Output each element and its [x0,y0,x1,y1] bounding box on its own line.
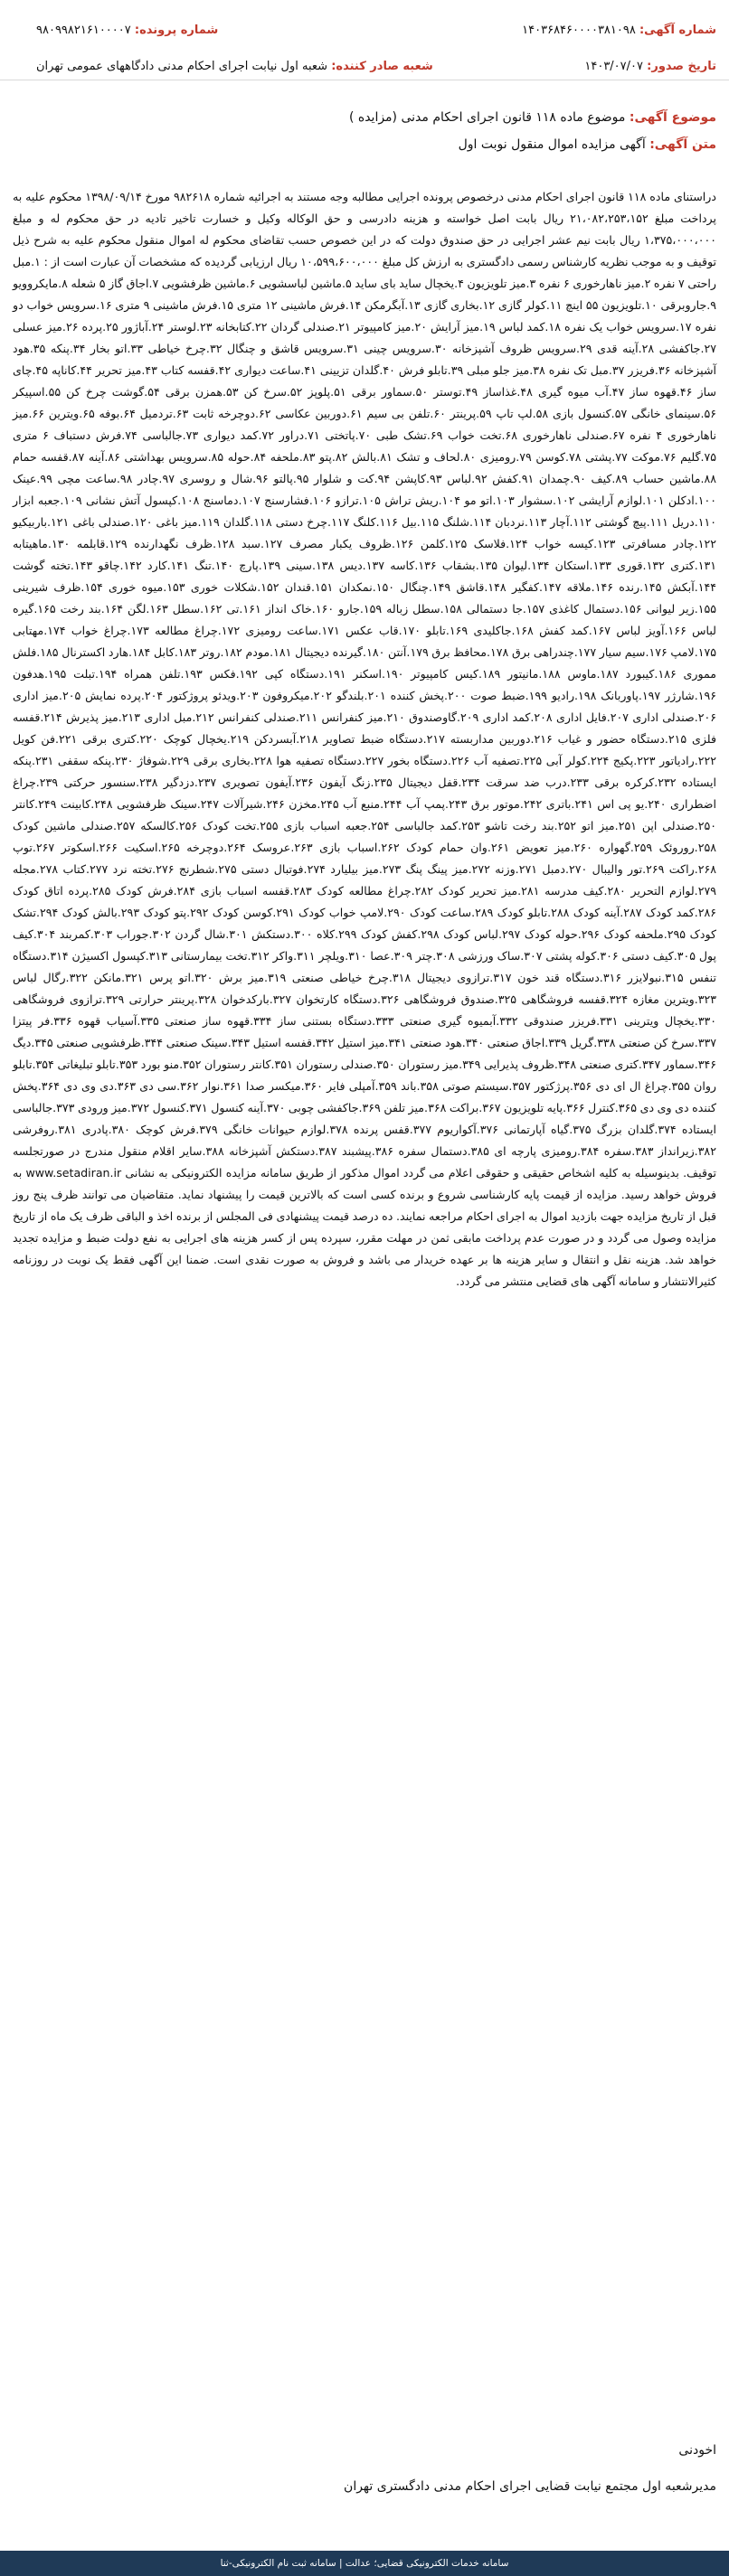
issuing-branch-value: شعبه اول نیابت اجرای احکام مدنی دادگاههای عمومی تهران [36,60,328,73]
issuing-branch-label: شعبه صادر کننده: [331,60,433,73]
case-number [36,22,218,40]
closing-line-1: اخودنی [678,2443,716,2458]
case-number-label: شماره پرونده: [134,24,219,37]
ad-number-label: شماره آگهی: [639,24,716,37]
issue-date-value: ۱۴۰۳/۰۷/۰۷ [584,60,643,73]
ad-subject-value: موضوع ماده ۱۱۸ قانون اجرای احکام مدنی (مزایده ) [348,110,626,125]
issue-date [584,58,716,76]
ad-header [0,0,729,80]
ad-text-title [459,137,716,152]
site-footer[interactable]: سامانه خدمات الکترونیکی قضایی؛ عدالت | سامانه ثبت نام الکترونیکی-ثنا [0,2551,729,2576]
issue-date-label: تاریخ صدور: [647,60,716,73]
ad-number [522,22,716,40]
closing-signature: مدیرشعبه اول مجتمع نیابت قضایی اجرای احکام مدنی دادگستری تهران [344,2479,716,2494]
ad-subject-label: موضوع آگهی: [629,110,716,125]
ad-text-heading: آگهی مزایده اموال منقول نوبت اول [458,137,646,152]
case-number-value: ۹۸۰۹۹۸۲۱۶۱۰۰۰۰۷ [36,24,131,37]
ad-text-label: متن آگهی: [649,137,716,152]
ad-body-text: دراستنای ماده ۱۱۸ قانون اجرای احکام مدنی درخصوص پرونده اجرایی مطالبه وجه مستند به اجرائیه شماره ۹۸۲۶۱۸ مورخ ۱۳۹۸/۰۹/۱۴ محکوم علیه به پرداخت مبلغ ۲۱،۰۸۲،۲۵۳،۱۵۲ ریال بابت اصل خواسته و هزینه دادرسی و حق الوکاله وکیل و خسارت تاخیر تادیه در حق محکوم له و مبلغ ۱،۳۷۵،۰۰۰،۰۰۰ ریال بابت نیم عشر اجرایی در حق صندوق دولت که در این خصوص حسب تقاضای محکوم له اموال منقول محکوم علیه به شرح ذیل توقیف و به موجب نظریه کارشناس رسمی دادگستری به ارزش کل مبلغ ۱۰،۵۹۹،۶۰۰،۰۰۰ ریال ارزیابی گردیده که مشخصات آن عبارت است از : ۱.مبل راحتی ۷ نفره ۲.میز ناهارخوری ۶ نفره ۳.میز تلویزیون ۴.یخچال ساید بای ساید ۵.ماشین لباسشویی ۶.ماشین ظرفشویی ۷.اجاق گاز ۵ شعله ۸.مایکروویو ۹.جاروبرقی ۱۰.تلویزیون ۵۵ اینچ ۱۱.کولر گازی ۱۲.بخاری گازی ۱۳.آبگرمکن ۱۴.فرش ماشینی ۱۲ متری ۱۵.فرش ماشینی ۹ متری ۱۶.سرویس خواب دو نفره ۱۷.سرویس خواب یک نفره ۱۸.کمد لباس ۱۹.میز آرایش ۲۰.میز کامپیوتر ۲۱.صندلی گردان ۲۲.کتابخانه ۲۳.لوستر ۲۴.آباژور ۲۵.پرده ۲۶.میز عسلی ۲۷.جاکفشی ۲۸.آینه قدی ۲۹.سرویس ظروف آشپزخانه ۳۰.سرویس چینی ۳۱.سرویس قاشق و چنگال ۳۲.چرخ خیاطی ۳۳.اتو بخار ۳۴.پنکه ۳۵.هود آشپزخانه ۳۶.فریزر ۳۷.مبل تک نفره ۳۸.میز جلو مبلی ۳۹.تابلو فرش ۴۰.گلدان تزیینی ۴۱.ساعت دیواری ۴۲.قفسه کتاب ۴۳.میز تحریر ۴۴.کاناپه ۴۵.چای ساز ۴۶.قهوه ساز ۴۷.آب میوه گیری ۴۸.غذاساز ۴۹.توستر ۵۰.سماور برقی ۵۱.پلوپز ۵۲.سرخ کن ۵۳.همزن برقی ۵۴.گوشت چرخ کن ۵۵.اسپیکر ۵۶.سینمای خانگی ۵۷.کنسول بازی ۵۸.لپ تاپ ۵۹.پرینتر ۶۰.تلفن بی سیم ۶۱.دوربین عکاسی ۶۲.دوچرخه ثابت ۶۳.تردمیل ۶۴.بوفه ۶۵.ویترین ۶۶.میز ناهارخوری ۴ نفره ۶۷.صندلی ناهارخوری ۶۸.تخت خواب ۶۹.تشک طبی ۷۰.پاتختی ۷۱.دراور ۷۲.کمد دیواری ۷۳.جالباسی ۷۴.فرش دستباف ۶ متری ۷۵.گلیم ۷۶.موکت ۷۷.پشتی ۷۸.کوسن ۷۹.رومیزی ۸۰.لحاف و تشک ۸۱.بالش ۸۲.پتو ۸۳.ملحفه ۸۴.حوله ۸۵.سرویس بهداشتی ۸۶.آینه ۸۷.قفسه حمام ۸۸.ماشین حساب ۸۹.کیف ۹۰.چمدان ۹۱.کفش ۹۲.لباس ۹۳.کاپشن ۹۴.کت و شلوار ۹۵.پالتو ۹۶.شال و روسری ۹۷.چادر ۹۸.ساعت مچی ۹۹.عینک ۱۰۰.ادکلن ۱۰۱.لوازم آرایشی ۱۰۲.سشوار ۱۰۳.اتو مو ۱۰۴.ریش تراش ۱۰۵.ترازو ۱۰۶.فشارسنج ۱۰۷.دماسنج ۱۰۸.کپسول آتش نشانی ۱۰۹.جعبه ابزار ۱۱۰.دریل ۱۱۱.پیچ گوشتی ۱۱۲.آچار ۱۱۳.نردبان ۱۱۴.شلنگ ۱۱۵.بیل ۱۱۶.کلنگ ۱۱۷.چرخ دستی ۱۱۸.گلدان ۱۱۹.میز باغی ۱۲۰.صندلی باغی ۱۲۱.باربیکیو ۱۲۲.چادر مسافرتی ۱۲۳.کیسه خواب ۱۲۴.فلاسک ۱۲۵.کلمن ۱۲۶.ظروف یکبار مصرف ۱۲۷.سبد ۱۲۸.ظرف نگهدارنده ۱۲۹.قابلمه ۱۳۰.ماهیتابه ۱۳۱.کتری ۱۳۲.قوری ۱۳۳.استکان ۱۳۴.لیوان ۱۳۵.بشقاب ۱۳۶.کاسه ۱۳۷.دیس ۱۳۸.سینی ۱۳۹.پارچ ۱۴۰.تنگ ۱۴۱.کارد ۱۴۲.چاقو ۱۴۳.تخته گوشت ۱۴۴.آبکش ۱۴۵.رنده ۱۴۶.ملاقه ۱۴۷.کفگیر ۱۴۸.قاشق ۱۴۹.چنگال ۱۵۰.نمکدان ۱۵۱.قندان ۱۵۲.شکلات خوری ۱۵۳.میوه خوری ۱۵۴.ظرف شیرینی ۱۵۵.زیر لیوانی ۱۵۶.دستمال کاغذی ۱۵۷.جا دستمالی ۱۵۸.سطل زباله ۱۵۹.جارو ۱۶۰.خاک انداز ۱۶۱.تی ۱۶۲.سطل ۱۶۳.لگن ۱۶۴.بند رخت ۱۶۵.گیره لباس ۱۶۶.آویز لباس ۱۶۷.کمد کفش ۱۶۸.جاکلیدی ۱۶۹.تابلو ۱۷۰.قاب عکس ۱۷۱.ساعت رومیزی ۱۷۲.چراغ مطالعه ۱۷۳.چراغ خواب ۱۷۴.مهتابی ۱۷۵.لامپ ۱۷۶.سیم سیار ۱۷۷.چندراهی برق ۱۷۸.محافظ برق ۱۷۹.آنتن ۱۸۰.گیرنده دیجیتال ۱۸۱.مودم ۱۸۲.روتر ۱۸۳.کابل ۱۸۴.هارد اکسترنال ۱۸۵.فلش مموری ۱۸۶.کیبورد ۱۸۷.ماوس ۱۸۸.مانیتور ۱۸۹.کیس کامپیوتر ۱۹۰.اسکنر ۱۹۱.دستگاه کپی ۱۹۲.فکس ۱۹۳.تلفن همراه ۱۹۴.تبلت ۱۹۵.هدفون ۱۹۶.شارژر ۱۹۷.پاوربانک ۱۹۸.رادیو ۱۹۹.ضبط صوت ۲۰۰.پخش کننده ۲۰۱.بلندگو ۲۰۲.میکروفون ۲۰۳.ویدئو پروژکتور ۲۰۴.پرده نمایش ۲۰۵.میز اداری ۲۰۶.صندلی اداری ۲۰۷.فایل اداری ۲۰۸.کمد اداری ۲۰۹.گاوصندوق ۲۱۰.میز کنفرانس ۲۱۱.صندلی کنفرانس ۲۱۲.مبل اداری ۲۱۳.میز پذیرش ۲۱۴.قفسه فلزی ۲۱۵.دستگاه حضور و غیاب ۲۱۶.دوربین مداربسته ۲۱۷.دستگاه ضبط تصاویر ۲۱۸.آبسردکن ۲۱۹.یخچال کوچک ۲۲۰.کتری برقی ۲۲۱.فن کویل ۲۲۲.رادیاتور ۲۲۳.پکیج ۲۲۴.کولر آبی ۲۲۵.تصفیه آب ۲۲۶.دستگاه بخور ۲۲۷.دستگاه تصفیه هوا ۲۲۸.بخاری برقی ۲۲۹.شوفاژ ۲۳۰.پنکه سقفی ۲۳۱.پنکه ایستاده ۲۳۲.کرکره برقی ۲۳۳.درب ضد سرقت ۲۳۴.قفل دیجیتال ۲۳۵.زنگ آیفون ۲۳۶.آیفون تصویری ۲۳۷.دزدگیر ۲۳۸.سنسور حرکتی ۲۳۹.چراغ اضطراری ۲۴۰.یو پی اس ۲۴۱.باتری ۲۴۲.موتور برق ۲۴۳.پمپ آب ۲۴۴.منبع آب ۲۴۵.مخزن ۲۴۶.شیرآلات ۲۴۷.سینک ظرفشویی ۲۴۸.کابینت ۲۴۹.کانتر ۲۵۰.صندلی اپن ۲۵۱.میز اتو ۲۵۲.بند رخت تاشو ۲۵۳.کمد جالباسی ۲۵۴.جعبه اسباب بازی ۲۵۵.تخت کودک ۲۵۶.کالسکه ۲۵۷.صندلی ماشین کودک ۲۵۸.روروئک ۲۵۹.گهواره ۲۶۰.میز تعویض ۲۶۱.وان حمام کودک ۲۶۲.اسباب بازی ۲۶۳.عروسک ۲۶۴.دوچرخه ۲۶۵.اسکیت ۲۶۶.اسکوتر ۲۶۷.توپ ۲۶۸.راکت ۲۶۹.تور والیبال ۲۷۰.دمبل ۲۷۱.وزنه ۲۷۲.میز پینگ پنگ ۲۷۳.میز بیلیارد ۲۷۴.فوتبال دستی ۲۷۵.شطرنج ۲۷۶.تخته نرد ۲۷۷.کتاب ۲۷۸.مجله ۲۷۹.لوازم التحریر ۲۸۰.کیف مدرسه ۲۸۱.میز تحریر کودک ۲۸۲.چراغ مطالعه کودک ۲۸۳.قفسه اسباب بازی ۲۸۴.فرش کودک ۲۸۵.پرده اتاق کودک ۲۸۶.کمد کودک ۲۸۷.آینه کودک ۲۸۸.تابلو کودک ۲۸۹.ساعت کودک ۲۹۰.لامپ خواب کودک ۲۹۱.کوسن کودک ۲۹۲.پتو کودک ۲۹۳.بالش کودک ۲۹۴.تشک کودک ۲۹۵.ملحفه کودک ۲۹۶.حوله کودک ۲۹۷.لباس کودک ۲۹۸.کفش کودک ۲۹۹.کلاه ۳۰۰.دستکش ۳۰۱.شال گردن ۳۰۲.جوراب ۳۰۳.کمربند ۳۰۴.کیف پول ۳۰۵.کیف دستی ۳۰۶.کوله پشتی ۳۰۷.ساک ورزشی ۳۰۸.چتر ۳۰۹.عصا ۳۱۰.ویلچر ۳۱۱.واکر ۳۱۲.تخت بیمارستانی ۳۱۳.کپسول اکسیژن ۳۱۴.دستگاه تنفس ۳۱۵.نبولایزر ۳۱۶.دستگاه قند خون ۳۱۷.ترازوی دیجیتال ۳۱۸.چرخ خیاطی صنعتی ۳۱۹.میز برش ۳۲۰.اتو پرس ۳۲۱.مانکن ۳۲۲.رگال لباس ۳۲۳.ویترین مغازه ۳۲۴.قفسه فروشگاهی ۳۲۵.صندوق فروشگاهی ۳۲۶.دستگاه کارتخوان ۳۲۷.بارکدخوان ۳۲۸.پرینتر حرارتی ۳۲۹.ترازوی فروشگاهی ۳۳۰.یخچال ویترینی ۳۳۱.فریزر صندوقی ۳۳۲.آبمیوه گیری صنعتی ۳۳۳.دستگاه بستنی ساز ۳۳۴.قهوه ساز صنعتی ۳۳۵.آسیاب قهوه ۳۳۶.فر پیتزا ۳۳۷.سرخ کن صنعتی ۳۳۸.گریل ۳۳۹.اجاق صنعتی ۳۴۰.هود صنعتی ۳۴۱.میز استیل ۳۴۲.قفسه استیل ۳۴۳.سینک صنعتی ۳۴۴.ظرفشویی صنعتی ۳۴۵.دیگ ۳۴۶.سماور ۳۴۷.کتری صنعتی ۳۴۸.ظروف پذیرایی ۳۴۹.میز رستوران ۳۵۰.صندلی رستوران ۳۵۱.کانتر رستوران ۳۵۲.منو بورد ۳۵۳.تابلو تبلیغاتی ۳۵۴.تابلو روان ۳۵۵.چراغ ال ای دی ۳۵۶.پرژکتور ۳۵۷.سیستم صوتی ۳۵۸.باند ۳۵۹.آمپلی فایر ۳۶۰.میکسر صدا ۳۶۱.نوار ۳۶۲.سی دی ۳۶۳.دی وی دی ۳۶۴.پخش کننده دی وی دی ۳۶۵.کنترل ۳۶۶.پایه تلویزیون ۳۶۷.براکت ۳۶۸.میز تلفن ۳۶۹.جاکفشی چوبی ۳۷۰.آینه کنسول ۳۷۱.کنسول ۳۷۲.میز ورودی ۳۷۳.جالباسی ایستاده ۳۷۴.گلدان بزرگ ۳۷۵.گیاه آپارتمانی ۳۷۶.آکواریوم ۳۷۷.قفس پرنده ۳۷۸.لوازم حیوانات خانگی ۳۷۹.فرش کوچک ۳۸۰.پادری ۳۸۱.روفرشی ۳۸۲.زیرانداز ۳۸۳.سفره ۳۸۴.رومیزی پارچه ای ۳۸۵.دستمال سفره ۳۸۶.پیشبند ۳۸۷.دستکش آشپزخانه ۳۸۸.سایر اقلام منقول مندرج در صورتجلسه توقیف. بدینوسیله به کلیه اشخاص حقیقی و حقوقی اعلام می گردد اموال مذکور از طریق سامانه مزایده الکترونیکی به نشانی www.setadiran.ir به فروش خواهد رسید. مزایده از قیمت پایه کارشناسی شروع و برنده کسی است که بالاترین قیمت را پیشنهاد نماید. متقاضیان می توانند ظرف پنج روز قبل از تاریخ مزایده جهت بازدید اموال به اجرای احکام مراجعه نمایند. ده درصد قیمت پیشنهادی فی المجلس از برنده اخذ و الباقی ظرف یک ماه از تاریخ مزایده وصول می گردد و در صورت عدم پرداخت مابقی ثمن در مهلت مقرر، سپرده پس از کسر هزینه های اجرایی به نفع دولت ضبط و مزایده تجدید خواهد شد. هزینه نقل و انتقال و سایر هزینه ها بر عهده خریدار می باشد و فروش به صورت نقدی است. ضمنا این آگهی فقط یک نوبت در روزنامه کثیرالانتشار و سامانه آگهی های قضایی منتشر می گردد. [13,190,717,1288]
ad-number-value: ۱۴۰۳۶۸۴۶۰۰۰۰۳۸۱۰۹۸ [522,24,636,37]
issuing-branch [36,58,433,76]
ad-subject [349,110,716,125]
